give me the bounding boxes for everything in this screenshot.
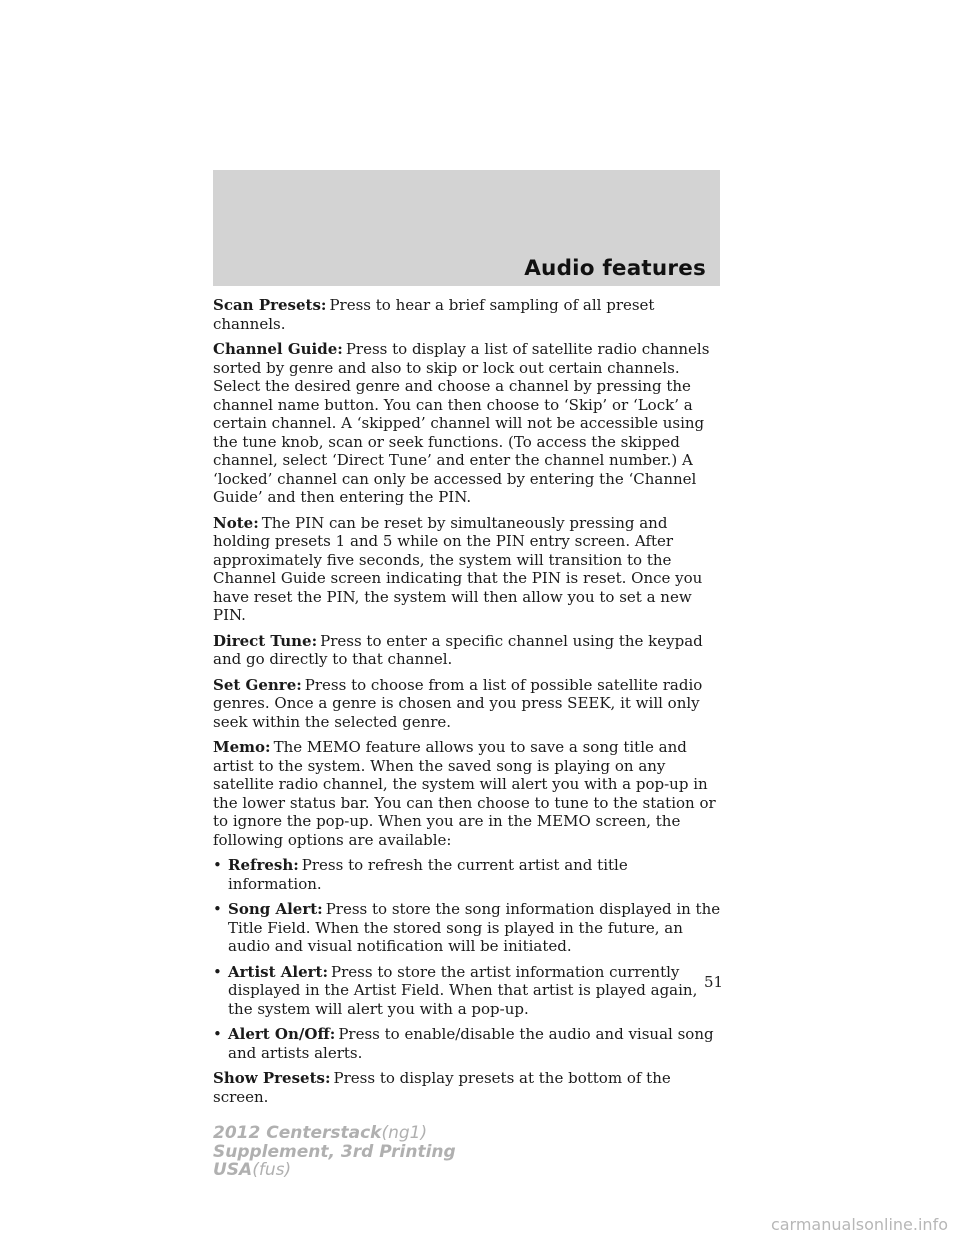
paragraph-text: The MEMO feature allows you to save a song title and artist to the system. When the saved song is playing on any satellite radio channel, the system will alert you with a pop-up in the lower status bar. You can then choose to tune to the station or to ignore the pop-up. When you are in the MEMO screen, the following options are available:	[213, 738, 716, 849]
footer-market: USA	[213, 1160, 253, 1180]
section-title: Audio features	[524, 256, 706, 281]
paragraph-direct-tune	[213, 632, 725, 669]
paragraph-text: Press to hear a brief sampling of all preset channels.	[213, 296, 655, 333]
list-item-text: Press to store the song information displayed in the Title Field. When the stored song is played in the future, an audio and visual notification will be initiated.	[228, 900, 721, 955]
term-label: Show Presets:	[213, 1069, 331, 1087]
page-content	[213, 296, 725, 1113]
list-item	[213, 900, 725, 956]
paragraph-set-genre	[213, 676, 725, 732]
bullet-icon: •	[213, 1025, 222, 1043]
page-number: 51	[704, 973, 724, 991]
document-footer	[213, 1124, 456, 1180]
term-label: Direct Tune:	[213, 631, 318, 650]
paragraph-note	[213, 514, 725, 625]
footer-code: (ng1)	[381, 1123, 428, 1143]
term-label: Note:	[213, 513, 259, 532]
paragraph-text: Press to display a list of satellite radio channels sorted by genre and also to skip or lock out certain channels. Select the desired genre and choose a channel by pressing the channel name button. You can then choose to ‘Skip’ or ‘Lock’ a certain channel. A ‘skipped’ channel will not be accessible using the tune knob, scan or seek functions. (To access the skipped channel, select ‘Direct Tune’ and enter the channel number.) A ‘locked’ channel can only be accessed by entering the ‘Channel Guide’ and then entering the PIN.	[213, 340, 710, 506]
paragraph-memo	[213, 738, 725, 849]
bullet-icon: •	[213, 962, 222, 981]
footer-line-1	[213, 1124, 456, 1143]
watermark-text: carmanualsonline.info	[770, 1215, 948, 1234]
paragraph-scan-presets	[213, 296, 725, 333]
term-label: Song Alert:	[228, 900, 323, 918]
bullet-icon: •	[213, 856, 222, 874]
paragraph-text: The PIN can be reset by simultaneously pressing and holding presets 1 and 5 while on the PIN entry screen. After approximately five seconds, the system will transition to the Channel Guide screen indicating that the PIN is reset. Once you have reset the PIN, the system will then allow you to set a new PIN.	[213, 513, 703, 624]
paragraph-channel-guide	[213, 340, 725, 507]
term-label: Memo:	[213, 738, 271, 756]
footer-model: 2012 Centerstack	[213, 1123, 382, 1143]
paragraph-show-presets	[213, 1069, 725, 1106]
list-item	[213, 963, 725, 1019]
term-label: Set Genre:	[213, 675, 302, 694]
footer-market-code: (fus)	[252, 1160, 292, 1180]
memo-options-list	[213, 856, 725, 1062]
list-item-text: Press to enable/disable the audio and visual song and artists alerts.	[228, 1025, 714, 1062]
footer-line-3	[213, 1161, 456, 1180]
term-label: Alert On/Off:	[228, 1025, 336, 1043]
list-item	[213, 1025, 725, 1062]
bullet-icon: •	[213, 900, 222, 918]
term-label: Artist Alert:	[228, 962, 329, 981]
footer-line-2: Supplement, 3rd Printing	[213, 1141, 456, 1162]
list-item	[213, 856, 725, 893]
paragraph-text: Press to choose from a list of possible satellite radio genres. Once a genre is chosen and you press SEEK, it will only seek within the selected genre.	[213, 675, 703, 731]
term-label: Channel Guide:	[213, 340, 343, 358]
term-label: Refresh:	[228, 856, 299, 874]
paragraph-text: Press to display presets at the bottom of the screen.	[213, 1069, 671, 1106]
list-item-text: Press to store the artist information currently displayed in the Artist Field. When that artist is played again, the system will alert you with a pop-up.	[228, 962, 698, 1018]
list-item-text: Press to refresh the current artist and title information.	[228, 856, 628, 893]
header-band	[213, 170, 720, 286]
term-label: Scan Presets:	[213, 296, 327, 314]
paragraph-text: Press to enter a specific channel using the keypad and go directly to that channel.	[213, 631, 703, 668]
